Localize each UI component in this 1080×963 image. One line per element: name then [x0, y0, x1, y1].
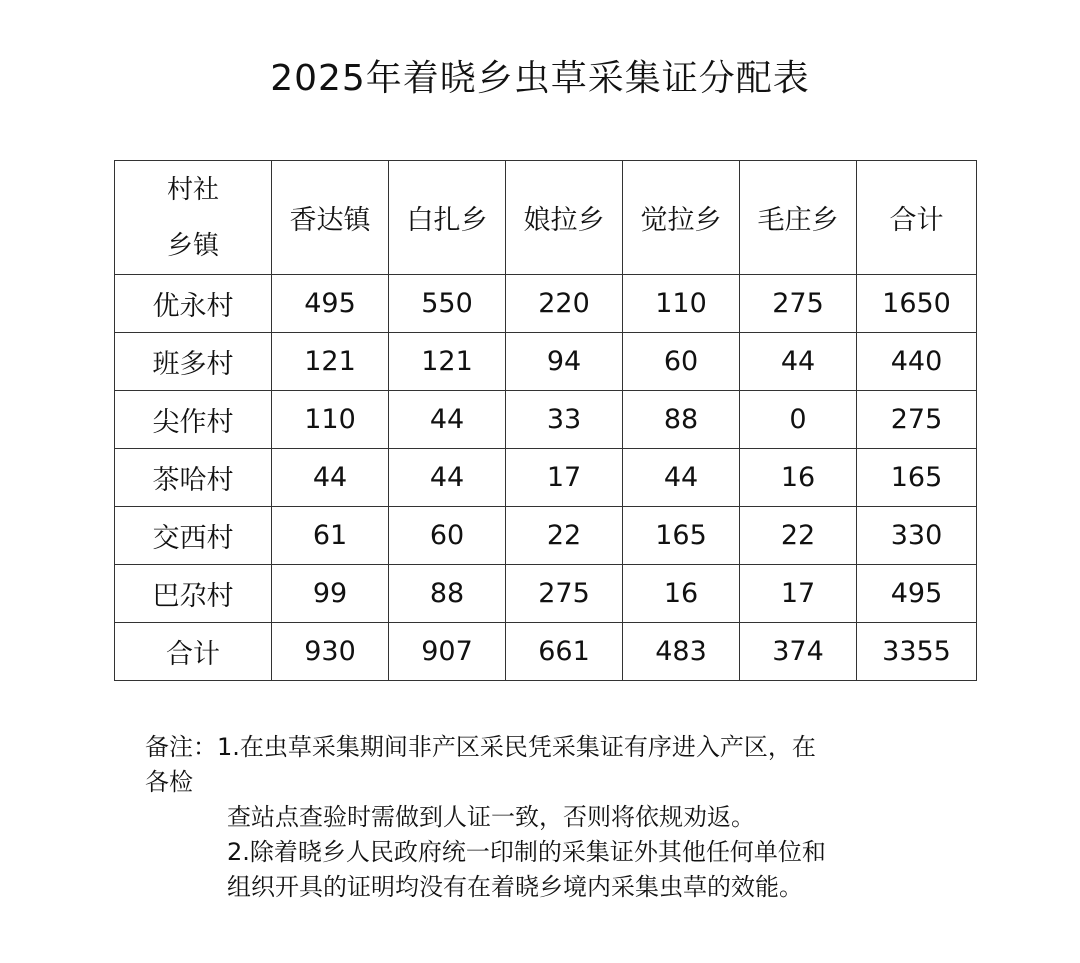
grand-total-cell: 3355 — [857, 623, 977, 681]
table-cell: 88 — [623, 391, 740, 449]
table-cell: 22 — [740, 507, 857, 565]
table-cell: 44 — [389, 391, 506, 449]
table-cell: 22 — [506, 507, 623, 565]
remark-line: 备注：1.在虫草采集期间非产区采民凭采集证有序进入产区，在 — [145, 733, 816, 761]
column-header: 娘拉乡 — [506, 161, 623, 275]
column-total-cell: 483 — [623, 623, 740, 681]
table-cell: 17 — [506, 449, 623, 507]
table-row — [115, 333, 977, 391]
total-row-label: 合计 — [115, 623, 272, 681]
row-total-cell: 440 — [857, 333, 977, 391]
table-cell: 61 — [272, 507, 389, 565]
row-label: 巴尕村 — [115, 565, 272, 623]
table-cell: 121 — [389, 333, 506, 391]
table-row — [115, 507, 977, 565]
table-cell: 16 — [623, 565, 740, 623]
total-row — [115, 623, 977, 681]
row-total-cell: 330 — [857, 507, 977, 565]
column-total-cell: 374 — [740, 623, 857, 681]
table-cell: 495 — [272, 275, 389, 333]
row-total-cell: 495 — [857, 565, 977, 623]
column-header: 白扎乡 — [389, 161, 506, 275]
corner-header-cell — [115, 161, 272, 275]
table-cell: 44 — [623, 449, 740, 507]
table-cell: 110 — [272, 391, 389, 449]
row-total-cell: 275 — [857, 391, 977, 449]
table-cell: 17 — [740, 565, 857, 623]
row-label: 班多村 — [115, 333, 272, 391]
table-cell: 275 — [506, 565, 623, 623]
table-row — [115, 449, 977, 507]
header-row — [115, 161, 977, 275]
column-header: 香达镇 — [272, 161, 389, 275]
table-cell: 550 — [389, 275, 506, 333]
remark-line: 各检 — [145, 768, 193, 796]
table-cell: 220 — [506, 275, 623, 333]
table-row — [115, 565, 977, 623]
table-cell: 165 — [623, 507, 740, 565]
table-cell: 60 — [623, 333, 740, 391]
column-header: 毛庄乡 — [740, 161, 857, 275]
table-cell: 44 — [272, 449, 389, 507]
table-cell: 121 — [272, 333, 389, 391]
row-total-cell: 165 — [857, 449, 977, 507]
row-total-cell: 1650 — [857, 275, 977, 333]
table-cell: 99 — [272, 565, 389, 623]
table-row — [115, 275, 977, 333]
corner-label-village: 村社 — [166, 174, 219, 205]
table-cell: 0 — [740, 391, 857, 449]
table-row — [115, 391, 977, 449]
column-total-cell: 907 — [389, 623, 506, 681]
table-cell: 94 — [506, 333, 623, 391]
row-label: 茶哈村 — [115, 449, 272, 507]
table-cell: 16 — [740, 449, 857, 507]
table-cell: 60 — [389, 507, 506, 565]
row-label: 尖作村 — [115, 391, 272, 449]
column-total-cell: 930 — [272, 623, 389, 681]
remark-line: 2.除着晓乡人民政府统一印制的采集证外其他任何单位和 — [227, 838, 826, 866]
table-cell: 110 — [623, 275, 740, 333]
table-cell: 88 — [389, 565, 506, 623]
remark-line: 查站点查验时需做到人证一致，否则将依规劝返。 — [227, 803, 755, 831]
corner-label-township: 乡镇 — [166, 230, 219, 261]
table-cell: 275 — [740, 275, 857, 333]
table-cell: 44 — [740, 333, 857, 391]
row-label: 交西村 — [115, 507, 272, 565]
table-cell: 33 — [506, 391, 623, 449]
column-header: 觉拉乡 — [623, 161, 740, 275]
column-total-cell: 661 — [506, 623, 623, 681]
allocation-table — [114, 160, 977, 681]
row-label: 优永村 — [115, 275, 272, 333]
remark-line: 组织开具的证明均没有在着晓乡境内采集虫草的效能。 — [227, 873, 803, 901]
column-header-total: 合计 — [857, 161, 977, 275]
page-title: 2025年着晓乡虫草采集证分配表 — [270, 58, 810, 99]
remarks — [145, 730, 945, 905]
table-cell: 44 — [389, 449, 506, 507]
